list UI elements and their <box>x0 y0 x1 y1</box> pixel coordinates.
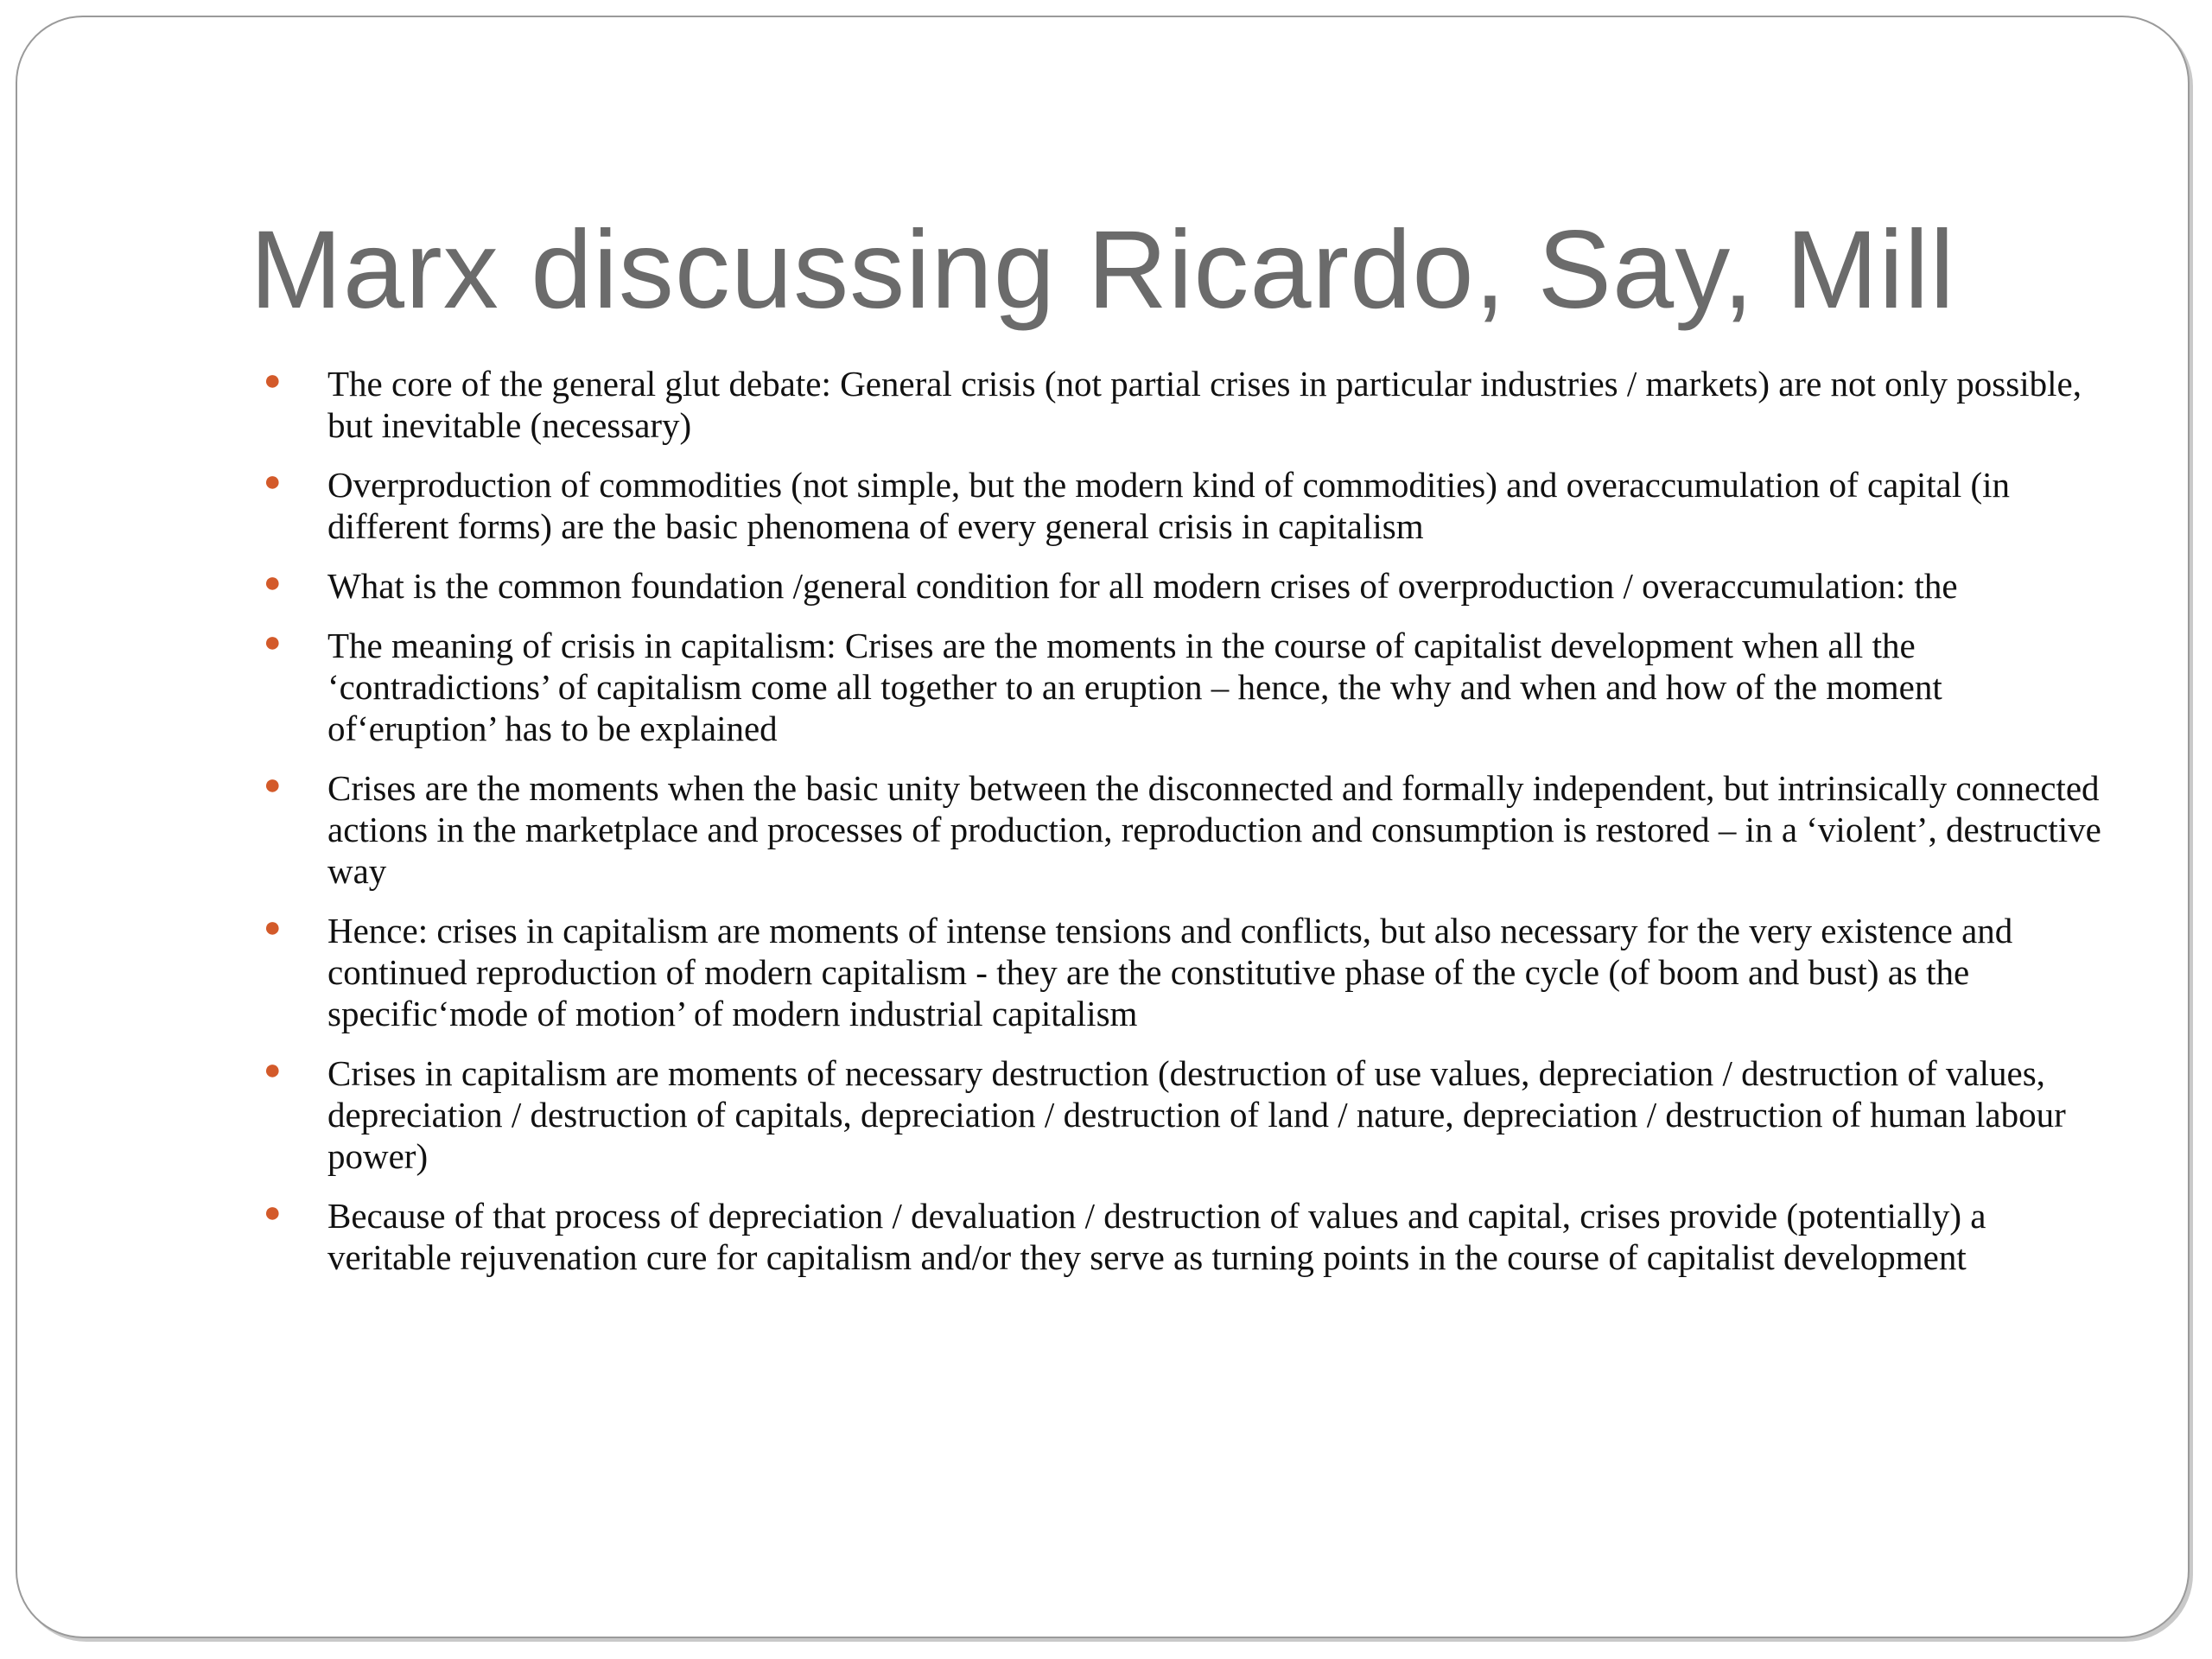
bullet-dot-icon: ● <box>264 1197 282 1229</box>
bullet-text: The meaning of crisis in capitalism: Crises are the moments in the course of capitalist development when all the ‘contradictions’ of capitalism come all together to an eruption – hence, the why and when and how of the moment of‘eruption’ has to be explained <box>327 626 1942 748</box>
bullet-item <box>255 625 2113 749</box>
bullet-item <box>255 1052 2113 1177</box>
bullet-text: Hence: crises in capitalism are moments of intense tensions and conflicts, but also necessary for the very existence and continued reproduction of modern capitalism - they are the constitutive phase of the cycle (of boom and bust) as the specific‘mode of motion’ of modern industrial capitalism <box>327 911 2013 1033</box>
bullet-dot-icon: ● <box>264 466 282 498</box>
bullet-dot-icon: ● <box>264 567 282 599</box>
bullet-dot-icon: ● <box>264 1054 282 1086</box>
bullet-item <box>255 363 2113 446</box>
bullet-item <box>255 1195 2113 1278</box>
slide-title: Marx discussing Ricardo, Say, Mill <box>250 208 1955 332</box>
bullet-item <box>255 565 2113 607</box>
bullet-list <box>255 363 2113 1296</box>
bullet-text: What is the common foundation /general condition for all modern crises of overproduction / overaccumulation: the <box>327 566 1958 606</box>
bullet-item <box>255 464 2113 547</box>
bullet-item <box>255 910 2113 1034</box>
bullet-dot-icon: ● <box>264 769 282 801</box>
bullet-text: Crises in capitalism are moments of necessary destruction (destruction of use values, depreciation / destruction of values, depreciation / destruction of capitals, depreciation / destruction of land / nature, depreciation / destruction of human labour power) <box>327 1053 2066 1176</box>
bullet-dot-icon: ● <box>264 365 282 397</box>
slide-frame <box>16 16 2190 1638</box>
bullet-dot-icon: ● <box>264 912 282 944</box>
bullet-dot-icon: ● <box>264 626 282 658</box>
bullet-text: The core of the general glut debate: General crisis (not partial crises in particular industries / markets) are not only possible, but inevitable (necessary) <box>327 364 2082 445</box>
bullet-text: Because of that process of depreciation / devaluation / destruction of values and capital, crises provide (potentially) a veritable rejuvenation cure for capitalism and/or they serve as turning points in the course of capitalist development <box>327 1196 1986 1277</box>
bullet-item <box>255 767 2113 892</box>
bullet-text: Crises are the moments when the basic unity between the disconnected and formally independent, but intrinsically connected actions in the marketplace and processes of production, reproduction and consumption is restored – in a ‘violent’, destructive way <box>327 768 2101 891</box>
bullet-text: Overproduction of commodities (not simple, but the modern kind of commodities) and overaccumulation of capital (in different forms) are the basic phenomena of every general crisis in capitalism <box>327 465 2011 546</box>
